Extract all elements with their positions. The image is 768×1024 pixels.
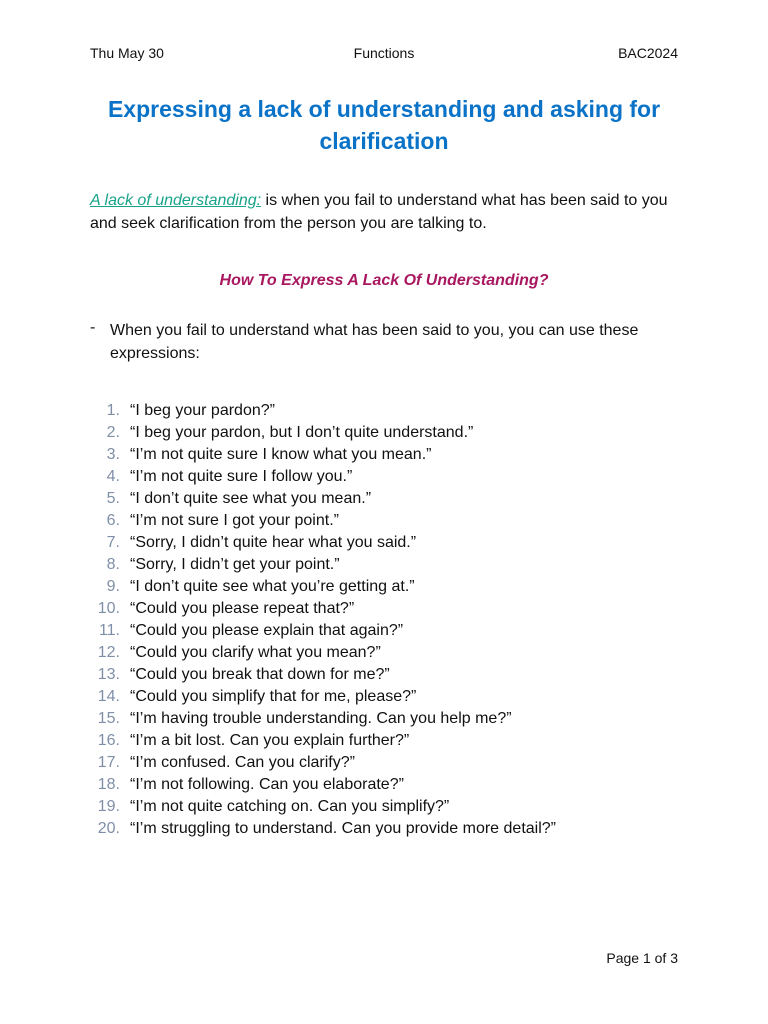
- list-item: [90, 818, 710, 840]
- list-item-number: 20.: [97, 820, 120, 837]
- list-item-number: 11.: [98, 622, 120, 639]
- list-item: [90, 576, 710, 598]
- list-item-number: 12.: [97, 644, 120, 661]
- bullet-text: When you fail to understand what has been said to you, you can use these expressions:: [110, 322, 639, 362]
- list-item: [90, 642, 710, 664]
- list-item-number: 5.: [106, 490, 120, 507]
- page-header: [0, 45, 768, 65]
- list-item-text: “I’m confused. Can you clarify?”: [130, 754, 355, 771]
- list-item: [90, 532, 710, 554]
- list-item-number: 17.: [97, 754, 120, 771]
- list-item-text: “I don’t quite see what you mean.”: [130, 490, 372, 507]
- list-item: [90, 730, 710, 752]
- header-date: Thu May 30: [90, 45, 164, 61]
- list-item-number: 10.: [97, 600, 120, 617]
- list-item-number: 13.: [97, 666, 120, 683]
- list-item-text: “Could you break that down for me?”: [130, 666, 390, 683]
- list-item: [90, 598, 710, 620]
- list-item-text: “I beg your pardon?”: [130, 402, 275, 419]
- list-item-number: 8.: [106, 556, 120, 573]
- list-item-text: “Sorry, I didn’t quite hear what you said.”: [130, 534, 417, 551]
- header-exam: BAC2024: [618, 45, 678, 61]
- list-item: [90, 488, 710, 510]
- list-item-text: “Could you clarify what you mean?”: [130, 644, 381, 661]
- list-item: [90, 444, 710, 466]
- list-item: [90, 708, 710, 730]
- list-item-text: “Could you please repeat that?”: [130, 600, 355, 617]
- dash-bullet: -: [90, 319, 96, 336]
- list-item-number: 19.: [97, 798, 120, 815]
- list-item: [90, 554, 710, 576]
- list-item-number: 3.: [106, 446, 120, 463]
- list-item: [90, 796, 710, 818]
- list-item: [90, 664, 710, 686]
- bullet-point: [90, 319, 690, 365]
- list-item-number: 16.: [97, 732, 120, 749]
- list-item-number: 6.: [106, 512, 120, 529]
- list-item-text: “Could you simplify that for me, please?”: [130, 688, 417, 705]
- list-item: [90, 752, 710, 774]
- list-item-number: 7.: [106, 534, 120, 551]
- list-item-text: “I’m not quite sure I follow you.”: [130, 468, 353, 485]
- list-item: [90, 686, 710, 708]
- list-item: [90, 510, 710, 532]
- list-item: [90, 620, 710, 642]
- list-item-text: “Sorry, I didn’t get your point.”: [130, 556, 340, 573]
- list-item-text: “I’m not quite sure I know what you mean.”: [130, 446, 432, 463]
- section-heading: How To Express A Lack Of Understanding?: [219, 272, 549, 289]
- expressions-list: [90, 400, 710, 840]
- list-item-text: “Could you please explain that again?”: [130, 622, 404, 639]
- list-item-text: “I’m a bit lost. Can you explain further?”: [130, 732, 410, 749]
- header-subject: Functions: [353, 45, 415, 61]
- list-item-number: 1.: [106, 402, 120, 419]
- page-number: Page 1 of 3: [606, 950, 678, 966]
- list-item-number: 9.: [106, 578, 120, 595]
- list-item-text: “I’m struggling to understand. Can you provide more detail?”: [130, 820, 556, 837]
- list-item: [90, 774, 710, 796]
- list-item-text: “I don’t quite see what you’re getting at.”: [130, 578, 415, 595]
- list-item-number: 2.: [106, 424, 120, 441]
- list-item-number: 14.: [97, 688, 120, 705]
- definition-paragraph: [90, 189, 690, 235]
- list-item-text: “I’m not following. Can you elaborate?”: [130, 776, 404, 793]
- definition-text: is when you fail to understand what has been said to you and seek clarification from the person you are talking to.: [90, 192, 668, 232]
- list-item-text: “I’m not sure I got your point.”: [130, 512, 339, 529]
- list-item-text: “I’m having trouble understanding. Can you help me?”: [130, 710, 512, 727]
- list-item-text: “I’m not quite catching on. Can you simplify?”: [130, 798, 450, 815]
- list-item-number: 18.: [97, 776, 120, 793]
- list-item: [90, 422, 710, 444]
- list-item: [90, 400, 710, 422]
- list-item-number: 4.: [106, 468, 120, 485]
- definition-term: A lack of understanding:: [90, 192, 262, 209]
- list-item-number: 15.: [97, 710, 120, 727]
- list-item: [90, 466, 710, 488]
- document-title: Expressing a lack of understanding and asking for clarification: [107, 96, 661, 154]
- list-item-text: “I beg your pardon, but I don’t quite understand.”: [130, 424, 474, 441]
